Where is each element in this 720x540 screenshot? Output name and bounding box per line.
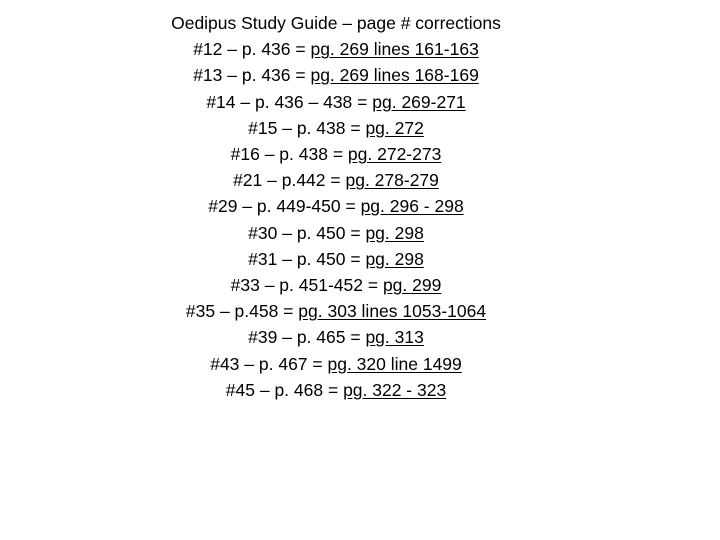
page-title: Oedipus Study Guide – page # corrections — [171, 13, 501, 33]
correction-page-ref: pg. 320 line 1499 — [327, 353, 462, 374]
correction-prefix: #12 – p. 436 = — [193, 39, 311, 60]
correction-page-ref: pg. 296 - 298 — [360, 196, 464, 217]
correction-prefix: #13 – p. 436 = — [193, 65, 311, 86]
correction-prefix: #45 – p. 468 = — [225, 379, 344, 400]
correction-prefix: #30 – p. 450 = — [248, 222, 366, 243]
correction-prefix: #33 – p. 451-452 = — [230, 275, 383, 296]
correction-page-ref: pg. 298 — [365, 222, 424, 243]
correction-line-39 — [0, 324, 672, 350]
correction-page-ref: pg. 269 lines 168-169 — [310, 65, 479, 86]
correction-line-31 — [0, 246, 672, 272]
correction-page-ref: pg. 272-273 — [347, 144, 442, 165]
correction-page-ref: pg. 278-279 — [345, 170, 439, 191]
correction-prefix: #29 – p. 449-450 = — [208, 196, 361, 217]
correction-page-ref: pg. 299 — [382, 275, 442, 296]
correction-prefix: #16 – p. 438 = — [230, 144, 348, 165]
correction-page-ref: pg. 269-271 — [372, 91, 466, 112]
correction-page-ref: pg. 303 lines 1053-1064 — [298, 301, 487, 322]
correction-prefix: #39 – p. 465 = — [248, 327, 366, 348]
correction-line-45 — [0, 377, 672, 403]
correction-prefix: #15 – p. 438 = — [248, 117, 366, 138]
correction-prefix: #35 – p.458 = — [185, 301, 299, 322]
correction-line-21 — [0, 167, 672, 193]
correction-line-14 — [0, 89, 672, 115]
correction-prefix: #43 – p. 467 = — [210, 353, 328, 374]
correction-line-16 — [0, 141, 672, 167]
correction-line-35 — [0, 298, 672, 324]
correction-page-ref: pg. 313 — [365, 327, 424, 348]
correction-page-ref: pg. 269 lines 161-163 — [310, 39, 479, 60]
correction-line-33 — [0, 272, 672, 298]
correction-line-29 — [0, 193, 672, 219]
correction-prefix: #21 – p.442 = — [233, 170, 346, 191]
correction-line-15 — [0, 115, 672, 141]
correction-prefix: #14 – p. 436 – 438 = — [206, 91, 373, 112]
correction-line-13 — [0, 62, 672, 88]
correction-prefix: #31 – p. 450 = — [248, 248, 366, 269]
correction-line-12 — [0, 36, 672, 62]
corrections-text-block — [0, 10, 672, 403]
correction-page-ref: pg. 298 — [365, 248, 424, 269]
correction-line-30 — [0, 220, 672, 246]
correction-line-43 — [0, 351, 672, 377]
correction-page-ref: pg. 322 - 323 — [343, 379, 447, 400]
correction-page-ref: pg. 272 — [365, 117, 424, 138]
